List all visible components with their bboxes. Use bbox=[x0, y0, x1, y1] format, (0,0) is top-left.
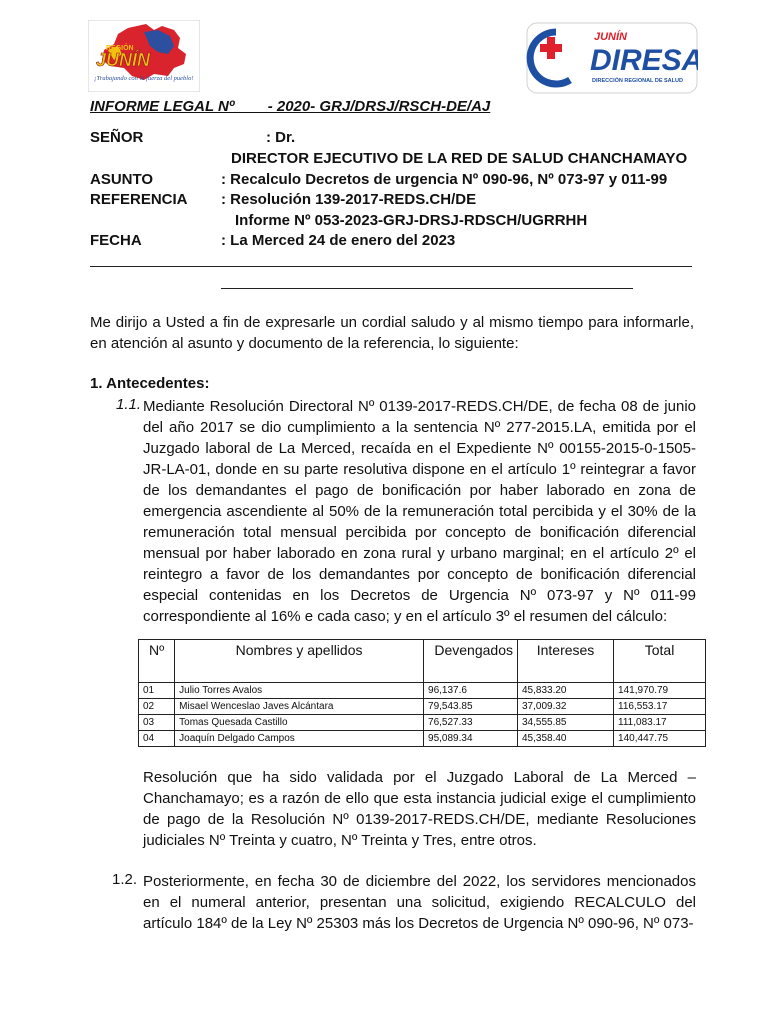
resolution-paragraph: Resolución que ha sido validada por el Juzgado Laboral de La Merced – Chanchamayo; es a razón de ello que esta instancia judicial exige el cumplimiento de pago de la Resolución Nº 0139-2017-REDS.CH/DE, mediante Resoluciones judiciales Nº Treinta y cuatro, Nº Treinta y Tres, entre otros. bbox=[143, 769, 696, 849]
table-cell: 111,083.17 bbox=[614, 715, 706, 731]
column-header: Intereses bbox=[518, 640, 614, 683]
logo-junin-text: JUNÍN bbox=[96, 50, 151, 70]
calculation-table bbox=[138, 639, 706, 747]
table-cell: Julio Torres Avalos bbox=[175, 683, 424, 699]
table-row bbox=[139, 683, 706, 699]
column-header: Nº bbox=[139, 640, 175, 683]
table-cell: Tomas Quesada Castillo bbox=[175, 715, 424, 731]
item-number: 1.2. bbox=[112, 871, 138, 888]
table-cell: 96,137.6 bbox=[424, 683, 518, 699]
separator-line bbox=[90, 266, 692, 267]
table-row bbox=[139, 715, 706, 731]
table-cell: 45,358.40 bbox=[518, 731, 614, 747]
field-label: SEÑOR bbox=[90, 129, 144, 146]
table-cell: 141,970.79 bbox=[614, 683, 706, 699]
table-cell: Joaquín Delgado Campos bbox=[175, 731, 424, 747]
field-label: ASUNTO bbox=[90, 171, 154, 188]
table-cell: 37,009.32 bbox=[518, 699, 614, 715]
table-cell: 01 bbox=[139, 683, 175, 699]
region-junin-logo bbox=[88, 20, 200, 92]
document-title: INFORME LEGAL Nº - 2020- GRJ/DRSJ/RSCH-DE/AJ bbox=[90, 98, 491, 115]
field-value: DIRECTOR EJECUTIVO DE LA RED DE SALUD CHANCHAMAYO bbox=[231, 150, 688, 167]
table-cell: 04 bbox=[139, 731, 175, 747]
table-cell: Misael Wenceslao Javes Alcántara bbox=[175, 699, 424, 715]
table-cell: 95,089.34 bbox=[424, 731, 518, 747]
field-label: FECHA bbox=[90, 232, 142, 249]
section-heading: 1. Antecedentes: bbox=[90, 375, 210, 392]
field-label: REFERENCIA bbox=[90, 191, 188, 208]
table-cell: 45,833.20 bbox=[518, 683, 614, 699]
table-cell: 03 bbox=[139, 715, 175, 731]
logo-junin-small: JUNÍN bbox=[594, 31, 628, 43]
logo-slogan-text: ¡Trabajando con la fuerza del pueblo! bbox=[94, 75, 194, 82]
item-paragraph: Posteriormente, en fecha 30 de diciembre del 2022, los servidores mencionados en el numeral anterior, presentan una solicitud, exigiendo RECALCULO del artículo 184º de la Ley Nº 25303 más los Decretos de Urgencia Nº 090-96, Nº 073- bbox=[143, 873, 696, 932]
table-cell: 76,527.33 bbox=[424, 715, 518, 731]
intro-paragraph: Me dirijo a Usted a fin de expresarle un cordial saludo y al mismo tiempo para informarle, en atención al asunto y documento de la referencia, lo siguiente: bbox=[90, 314, 694, 352]
table-cell: 02 bbox=[139, 699, 175, 715]
logo-diresa-subtitle: DIRECCIÓN REGIONAL DE SALUD bbox=[592, 78, 683, 84]
item-paragraph: Mediante Resolución Directoral Nº 0139-2017-REDS.CH/DE, de fecha 08 de junio del año 2017 se dio cumplimiento a la sentencia Nº 277-2015.LA, emitida por el Juzgado laboral de La Merced, recaída en el Expediente Nº 00155-2015-0-1505-JR-LA-01, donde en su parte resolutiva dispone en el artículo 1º reintegrar a favor de los demandantes el pago de bonificación por haber laborado en zona de emergencia ascendiente al 50% de la remuneración total percibida y el 30% de la remuneración total mensual percibida por concepto de bonificación diferencial mensual por haber laborado en zona rural y urbano marginal; en el artículo 2º el reintegro a favor de los demandantes por concepto de bonificación diferencial especial contenidas en los Decretos de Urgencia Nº 073-97 y Nº 011-99 correspondiente al 16% e cada caso; y en el artículo 3º el resumen del cálculo: bbox=[143, 398, 696, 625]
field-value: : La Merced 24 de enero del 2023 bbox=[221, 232, 456, 249]
table-row bbox=[139, 731, 706, 747]
table-header-row bbox=[139, 640, 706, 683]
column-header: Total bbox=[614, 640, 706, 683]
diresa-logo bbox=[526, 22, 698, 94]
separator-line bbox=[221, 288, 633, 289]
column-header: Nombres y apellidos bbox=[175, 640, 424, 683]
logo-region-text: REGIÓN bbox=[106, 45, 134, 52]
table-cell: 140,447.75 bbox=[614, 731, 706, 747]
field-value: Informe Nº 053-2023-GRJ-DRSJ-RDSCH/UGRRHH bbox=[235, 212, 588, 229]
logo-diresa-text: DIRESA bbox=[590, 44, 698, 77]
table-cell: 116,553.17 bbox=[614, 699, 706, 715]
field-value: : Recalculo Decretos de urgencia Nº 090-96, Nº 073-97 y 011-99 bbox=[221, 171, 668, 188]
item-number: 1.1. bbox=[116, 396, 142, 413]
table-row bbox=[139, 699, 706, 715]
table-cell: 79,543.85 bbox=[424, 699, 518, 715]
field-value: : Dr. bbox=[266, 129, 296, 146]
column-header: Devengados bbox=[424, 640, 518, 683]
field-value: : Resolución 139-2017-REDS.CH/DE bbox=[221, 191, 477, 208]
table-cell: 34,555.85 bbox=[518, 715, 614, 731]
